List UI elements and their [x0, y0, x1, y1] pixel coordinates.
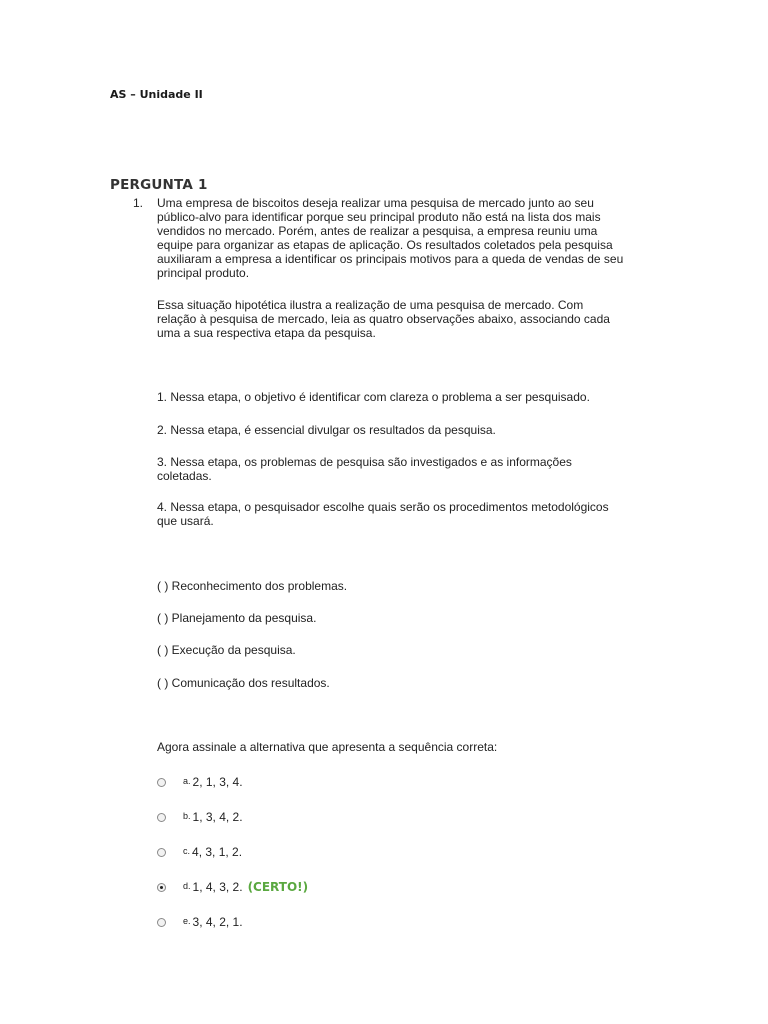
- context-line: relação à pesquisa de mercado, leia as quatro observações abaixo, associando cada: [157, 312, 610, 326]
- option-text: 3, 4, 2, 1.: [192, 915, 243, 929]
- intro-line: auxiliaram a empresa a identificar os principais motivos para a queda de vendas de seu: [157, 252, 624, 266]
- observation-item: 2. Nessa etapa, é essencial divulgar os resultados da pesquisa.: [157, 423, 496, 437]
- intro-line: principal produto.: [157, 266, 250, 280]
- document-title: AS – Unidade II: [110, 88, 203, 101]
- option-letter: c.: [183, 846, 191, 856]
- radio-button[interactable]: [157, 848, 166, 857]
- observation-item: 3. Nessa etapa, os problemas de pesquisa são investigados e as informações: [157, 455, 572, 469]
- stage-item: ( ) Reconhecimento dos problemas.: [157, 579, 348, 593]
- radio-button[interactable]: [157, 778, 166, 787]
- intro-line: equipe para organizar as etapas de aplicação. Os resultados coletados pela pesquisa: [157, 238, 613, 252]
- context-line: Essa situação hipotética ilustra a realização de uma pesquisa de mercado. Com: [157, 298, 584, 312]
- intro-line: Uma empresa de biscoitos deseja realizar uma pesquisa de mercado junto ao seu: [157, 196, 594, 210]
- answer-prompt: Agora assinale a alternativa que apresenta a sequência correta:: [157, 740, 498, 754]
- answer-option-a[interactable]: [157, 773, 243, 791]
- radio-button[interactable]: [157, 918, 166, 927]
- option-text: 2, 1, 3, 4.: [192, 775, 243, 789]
- radio-button[interactable]: [157, 813, 166, 822]
- context-line: uma a sua respectiva etapa da pesquisa.: [157, 326, 376, 340]
- observation-item-continuation: que usará.: [157, 514, 214, 528]
- observation-item-continuation: coletadas.: [157, 469, 212, 483]
- answer-option-c[interactable]: [157, 843, 242, 861]
- observation-item: 1. Nessa etapa, o objetivo é identificar com clareza o problema a ser pesquisado.: [157, 390, 590, 404]
- intro-line: público-alvo para identificar porque seu principal produto não está na lista dos mais: [157, 210, 601, 224]
- question-number: 1.: [133, 196, 144, 210]
- answer-option-d[interactable]: [157, 878, 308, 896]
- stage-item: ( ) Planejamento da pesquisa.: [157, 611, 317, 625]
- stage-item: ( ) Execução da pesquisa.: [157, 643, 296, 657]
- intro-line: vendidos no mercado. Porém, antes de realizar a pesquisa, a empresa reuniu uma: [157, 224, 598, 238]
- option-text: 4, 3, 1, 2.: [192, 845, 243, 859]
- answer-option-b[interactable]: [157, 808, 243, 826]
- option-text: 1, 4, 3, 2.: [192, 880, 243, 894]
- stage-item: ( ) Comunicação dos resultados.: [157, 676, 330, 690]
- option-letter: d.: [183, 881, 191, 891]
- option-letter: b.: [183, 811, 191, 821]
- correct-answer-mark: (CERTO!): [247, 880, 309, 894]
- observation-item: 4. Nessa etapa, o pesquisador escolhe quais serão os procedimentos metodológicos: [157, 500, 609, 514]
- radio-button-selected[interactable]: [157, 883, 166, 892]
- option-letter: e.: [183, 916, 191, 926]
- option-letter: a.: [183, 776, 191, 786]
- question-heading: PERGUNTA 1: [110, 177, 208, 193]
- option-text: 1, 3, 4, 2.: [192, 810, 243, 824]
- answer-option-e[interactable]: [157, 913, 243, 931]
